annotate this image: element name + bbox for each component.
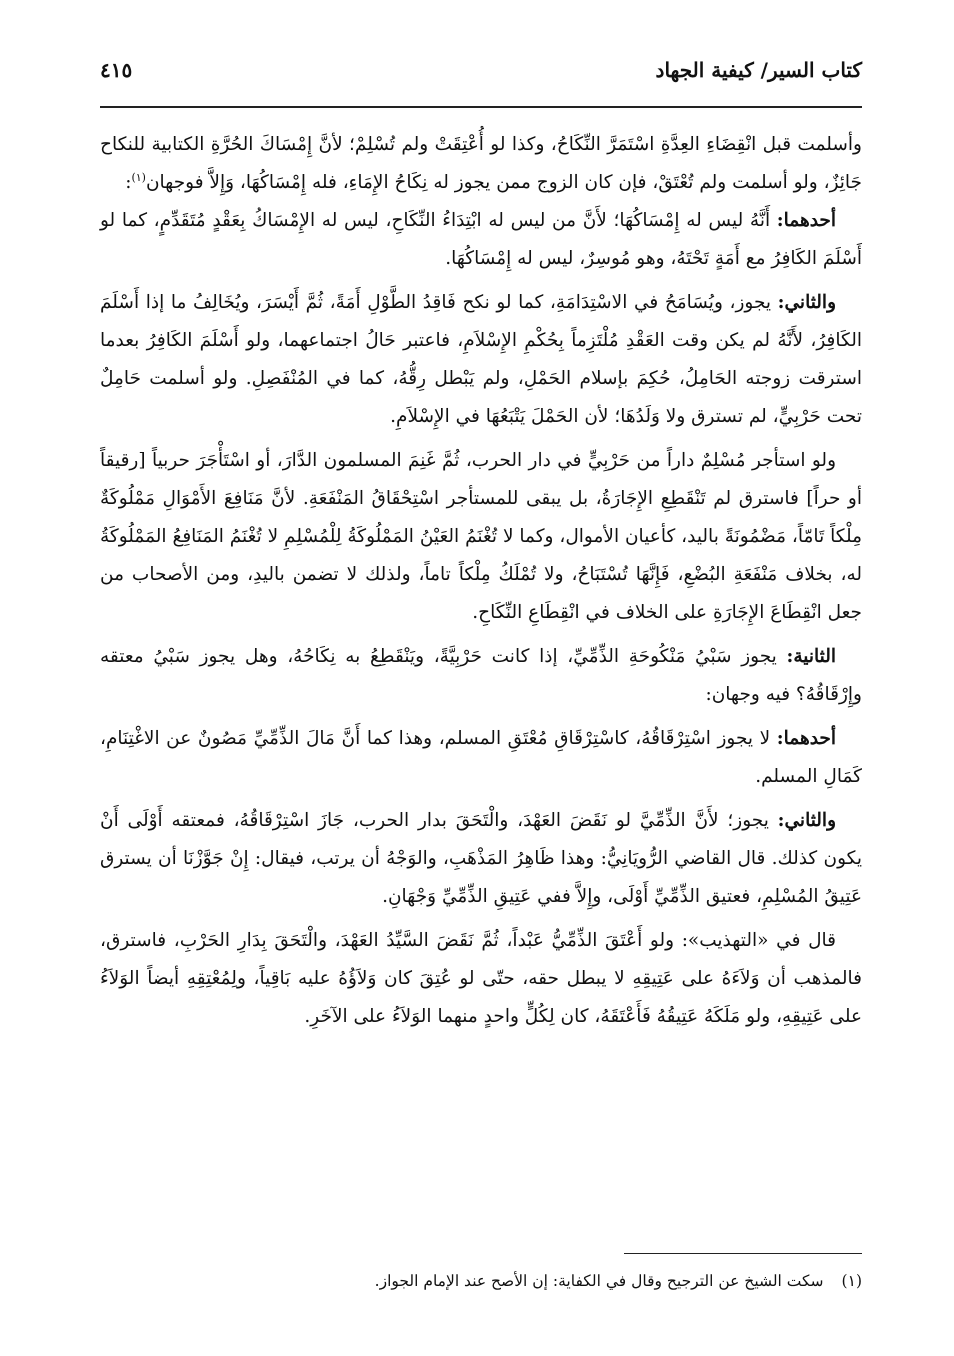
page-number: ٤١٥: [100, 58, 133, 82]
paragraph-2: [100, 202, 862, 278]
paragraph-5-lead: الثانية:: [786, 646, 836, 667]
footnote-reference[interactable]: (١): [131, 170, 146, 184]
paragraph-2-lead: أحدهما:: [776, 210, 836, 231]
paragraph-8: قال في «التهذيب»: ولو أَعْتَقَ الذِّمِّيُّ عَبْداً، ثُمَّ نَقَضَ السَّيِّدُ العَهْدَ، والْتَحَقَ بِدَارِ الحَرْبِ، فاسترق، فالمذهب أن وَلاَءَهُ على عَتِيقِهِ لا يبطل حقه، حتّى لو عُتِقَ كان وَلاَؤُهُ عليه بَاقِياً، ولِمُعْتِقِهِ أيضاً الوَلاَءُ على عَتِيقِهِ، ولو مَلَكَهُ عَتِيقُهُ فَأَعْتَقَهُ، كان لِكُلٍّ واحدٍ منهما الوَلاَءُ على الآخَرِ.: [100, 930, 862, 1027]
paragraph-4: ولو استأجر مُسْلِمٌ داراً من حَرْبِيٍّ في دار الحرب، ثُمَّ غَنِمَ المسلمون الدَّارَ، أو اسْتَأْجَرَ حربياً [رقيقاً أو حراً] فاسترق لم تَنْقَطِعِ الإِجَارَةُ، بل يبقى للمستأجر اسْتِحْقَاقُ المَنْفَعَةِ. لأنَّ مَنَافِعَ الأَمْوَالِ مَمْلُوكَةٌ مِلْكاً تَامّاً، مَضْمُونَةً باليد، كأعيان الأموال، وكما لا تُغْنَمُ العَيْنُ المَمْلُوكَةُ لِلْمُسْلِمِ لا تُغْنَمُ المَنَافِعُ المَمْلُوكَةُ له، بخلاف مَنْفَعَةِ البُضْعِ، فَإِنَّهَا تُسْتَبَاحُ، ولا تُمْلَكُ مِلْكاً تاماً، ولذلك لا تضمن باليدِ، ومن الأصحاب من جعل انْقِطَاعَ الإِجَارَةِ على الخلاف في انْقِطَاعِ النِّكَاحِ.: [100, 450, 862, 623]
footnote-marker: (١): [841, 1272, 862, 1290]
paragraph-3-lead: والثاني:: [777, 292, 836, 313]
header-rule: [100, 106, 862, 108]
running-header: [100, 56, 862, 90]
header-title: كتاب السير/ كيفية الجهاد: [655, 58, 862, 82]
footnote-text: سكت الشيخ عن الترجيح وقال في الكفاية: إن الأصح عند الإمام الجواز.: [374, 1272, 824, 1290]
book-page: [100, 56, 862, 1316]
footnote: [100, 1268, 862, 1294]
paragraph-7: [100, 802, 862, 916]
paragraph-2-text: أَنَّهُ ليس له إِمْسَاكُهَا؛ لأَنَّ من ليس له ابْتِدَاءُ النِّكَاحِ، ليس له الإِمْسَاكُ بِعَقْدٍ مُتَقَدِّمٍ، كما لو أَسْلَمَ الكَافِرُ مع أَمَةٍ تَحْتَهُ، وهو مُوسِرٌ، ليس له إِمْسَاكُهَا.: [100, 210, 862, 269]
paragraph-3: [100, 284, 862, 436]
paragraph-1-text: وأسلمت قبل انْقِضَاءِ العِدَّةِ اسْتَمَرَّ النِّكَاحُ، وكذا لو أُعْتِقَتْ ولم تُسْلِمْ؛ لأنَّ إِمْسَاكَ الحُرَّةِ الكتابية للنكاح جَائِزٌ، ولو أسلمت ولم تُعْتَقْ، فإن كان الزوج ممن يجوز له نِكَاحُ الإِمَاءِ، فله إِمْسَاكُهَا، وَإِلاَّ فوجهان: [100, 134, 862, 193]
body-text: [100, 126, 862, 1042]
footnote-rule: [624, 1253, 862, 1254]
paragraph-7-lead: والثاني:: [777, 810, 836, 831]
paragraph-6: [100, 720, 862, 796]
paragraph-7-text: يجوز؛ لأَنَّ الذِّمِّيَّ لو نَقَضَ العَهْدَ، والْتَحَقَ بدار الحرب، جَازَ اسْتِرْقَاقُهُ، فمعتقه أَوْلَى أَنْ يكون كذلك. قال القاضي الرُّويَانِيُّ: وهذا ظَاهِرُ المَذْهَبِ، والوَجْهُ أن يرتب، فيقال: إِنْ جَوَّزْنَا أن يسترق عَتِيقُ المُسْلِمِ، فعتيق الذِّمِّيِّ أَوْلَى، وإِلاَّ ففي عَتِيقِ الذِّمِّيِّ وَجْهَانِ.: [100, 810, 862, 907]
paragraph-3-text: يجوز، ويُسَامَحُ في الاسْتِدَامَةِ، كما لو نكح فَاقِدُ الطَّوْلِ أَمَةً، ثُمَّ أَيْسَرَ، ويُخَالِفُ ما إذا أَسْلَمَ الكَافِرُ، لأَنَّهُ لم يكن وقت العَقْدِ مُلْتَزِماً بِحُكْمِ الإِسْلاَمِ، فاعتبر حَالُ اجتماعهما، ولو أَسْلَمَ الكَافِرُ بعدما استرقت زوجته الحَامِلُ، حُكِمَ بإسلام الحَمْلِ، ولم يَبْطل رِقُّهُ، كما في المُنْفَصِلِ. ولو أسلمت حَامِلٌ تحت حَرْبِيٍّ، لم تسترق ولا وَلَدُهَا؛ لأن الحَمْلَ يَتْبَعُهَا في الإِسْلاَمِ.: [100, 292, 862, 427]
paragraph-1-end: :: [125, 172, 132, 193]
paragraph-5: [100, 638, 862, 714]
paragraph-6-lead: أحدهما:: [776, 728, 836, 749]
paragraph-5-text: يجوز سَبْيُ مَنْكُوحَةِ الذِّمِّيِّ، إذا كانت حَرْبِيَّةً، ويَنْقَطِعُ به نِكَاحُهُ، وهل يجوز سَبْيُ معتقه وإِرْقَاقُهُ؟ فيه وجهان:: [100, 646, 862, 705]
paragraph-6-text: لا يجوز اسْتِرْقَاقُهُ، كاسْتِرْقَاقِ مُعْتَقِ المسلم، وهذا كما أَنَّ مَالَ الذِّمِّيِّ مَصُونٌ عن الاغْتِنَامِ، كَمَالِ المسلم.: [100, 728, 862, 787]
paragraph-1: [100, 126, 862, 202]
